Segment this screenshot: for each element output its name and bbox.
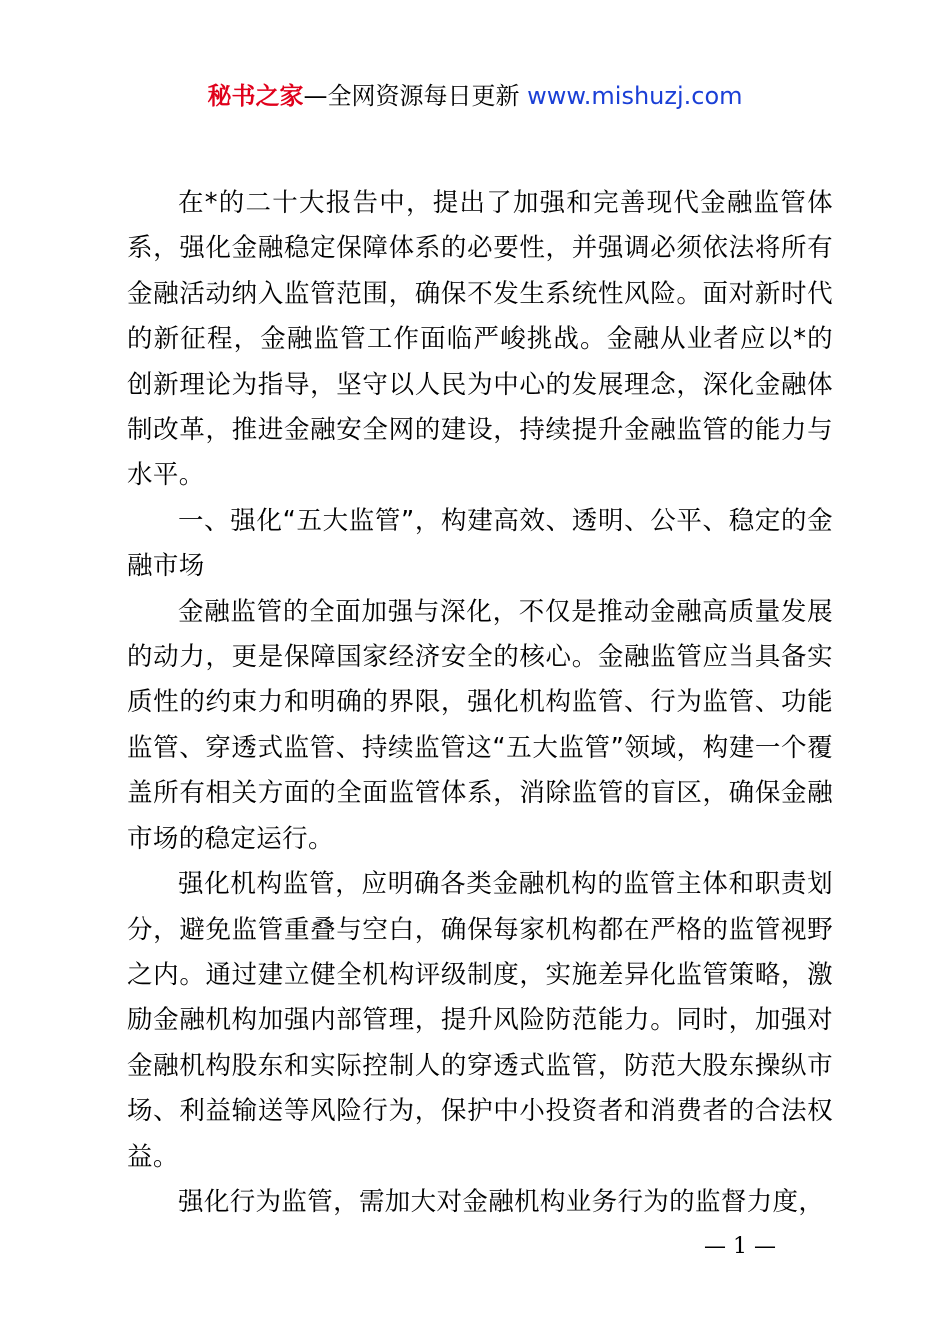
site-header <box>0 78 950 114</box>
header-tagline: —全网资源每日更新 <box>303 82 528 110</box>
document-body <box>127 181 833 1225</box>
site-url-link[interactable]: www.mishuzj.com <box>527 82 743 110</box>
page-number: — 1 — <box>704 1234 776 1259</box>
brand-name: 秘书之家 <box>207 82 304 110</box>
body-paragraph: 强化机构监管，应明确各类金融机构的监管主体和职责划分，避免监管重叠与空白，确保每家机构都在严格的监管视野之内。通过建立健全机构评级制度，实施差异化监管策略，激励金融机构加强内部管理，提升风险防范能力。同时，加强对金融机构股东和实际控制人的穿透式监管，防范大股东操纵市场、利益输送等风险行为，保护中小投资者和消费者的合法权益。 <box>127 869 833 1172</box>
body-paragraph: 金融监管的全面加强与深化，不仅是推动金融高质量发展的动力，更是保障国家经济安全的核心。金融监管应当具备实质性的约束力和明确的界限，强化机构监管、行为监管、功能监管、穿透式监管、持续监管这“五大监管”领域，构建一个覆盖所有相关方面的全面监管体系，消除监管的盲区，确保金融市场的稳定运行。 <box>127 596 833 854</box>
body-paragraph-intro: 在*的二十大报告中，提出了加强和完善现代金融监管体系，强化金融稳定保障体系的必要性，并强调必须依法将所有金融活动纳入监管范围，确保不发生系统性风险。面对新时代的新征程，金融监管工作面临严峻挑战。金融从业者应以*的创新理论为指导，坚守以人民为中心的发展理念，深化金融体制改革，推进金融安全网的建设，持续提升金融监管的能力与水平。 <box>127 188 833 491</box>
section-heading-1: 一、强化“五大监管”，构建高效、透明、公平、稳定的金融市场 <box>127 505 833 582</box>
body-paragraph: 强化行为监管，需加大对金融机构业务行为的监督力度， <box>178 1186 825 1217</box>
